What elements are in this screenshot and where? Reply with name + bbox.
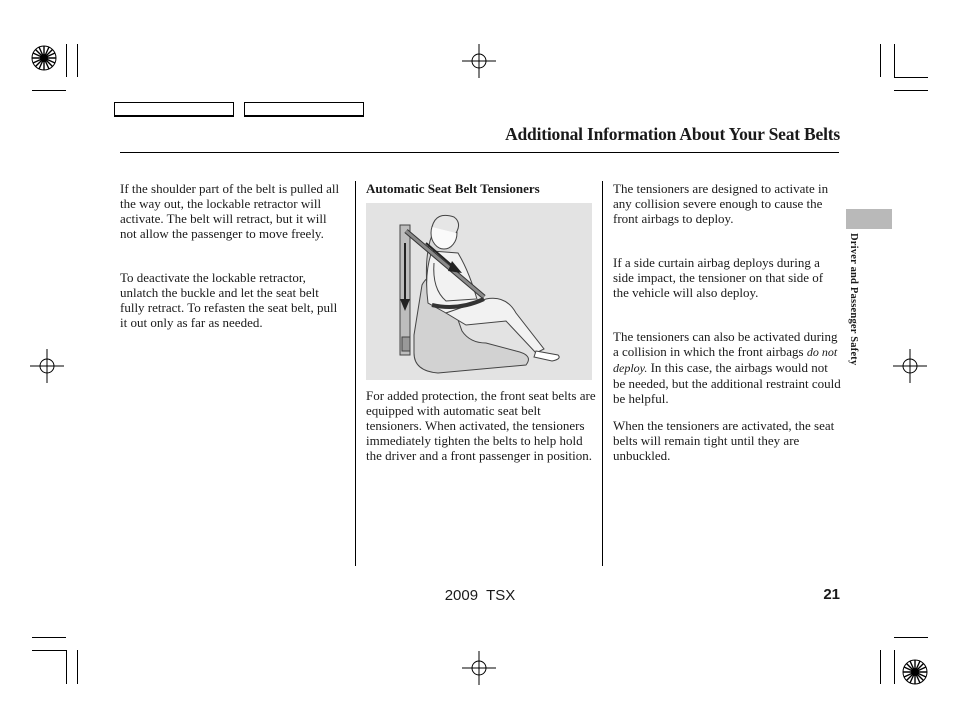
footer-model-label: 2009 TSX <box>444 587 516 604</box>
page-number: 21 <box>823 586 840 603</box>
title-rule <box>120 152 839 153</box>
tensioners-heading: Automatic Seat Belt Tensioners <box>366 181 540 196</box>
tensioners-intro-paragraph: For added protection, the front seat belts are equipped with automatic seat belt tensioners. When activated, the tensioners immediately tighten the belts to help hold the driver and a front passenger in position. <box>366 388 596 463</box>
right-paragraph-1: The tensioners are designed to activate in any collision severe enough to cause the front airbags to deploy. <box>613 181 829 226</box>
page-title: Additional Information About Your Seat Belts <box>505 124 840 144</box>
right-paragraph-4: When the tensioners are activated, the seat belts will remain tight until they are unbuckled. <box>613 418 835 463</box>
nav-box-table-of-contents[interactable] <box>244 102 364 117</box>
right-paragraph-3 <box>613 329 841 406</box>
right-paragraph-2: If a side curtain airbag deploys during a side impact, the tensioner on that side of the vehicle will also deploy. <box>613 255 824 300</box>
right-paragraph-3-start: The tensioners can also be activated during a collision in which the front airbags <box>613 329 838 359</box>
registration-target-left <box>30 349 64 383</box>
nav-box-main-menu[interactable] <box>114 102 234 117</box>
column-divider-2 <box>602 181 603 566</box>
registration-target-bottom <box>462 651 496 685</box>
left-paragraph-1: If the shoulder part of the belt is pulled all the way out, the lockable retractor will activate. The belt will retract, but it will not allow the passenger to move freely. <box>120 181 340 241</box>
left-paragraph-2: To deactivate the lockable retractor, unlatch the buckle and let the seat belt fully retract. To refasten the seat belt, pull it out only as far as needed. <box>120 270 338 330</box>
sunburst-mark-bottom-right <box>902 659 928 685</box>
column-divider-1 <box>355 181 356 566</box>
sunburst-mark-top-left <box>31 45 57 71</box>
right-paragraph-3-end: In this case, the airbags would not be needed, but the additional restraint could be helpful. <box>613 360 841 406</box>
section-tab-label: Driver and Passenger Safety <box>848 233 859 366</box>
seat-belt-tensioner-illustration <box>366 203 592 380</box>
section-tab-marker[interactable] <box>846 209 892 229</box>
registration-target-top <box>462 44 496 78</box>
registration-target-right <box>893 349 927 383</box>
right-paragraph-3-emphasis: do not deploy. <box>613 345 838 375</box>
